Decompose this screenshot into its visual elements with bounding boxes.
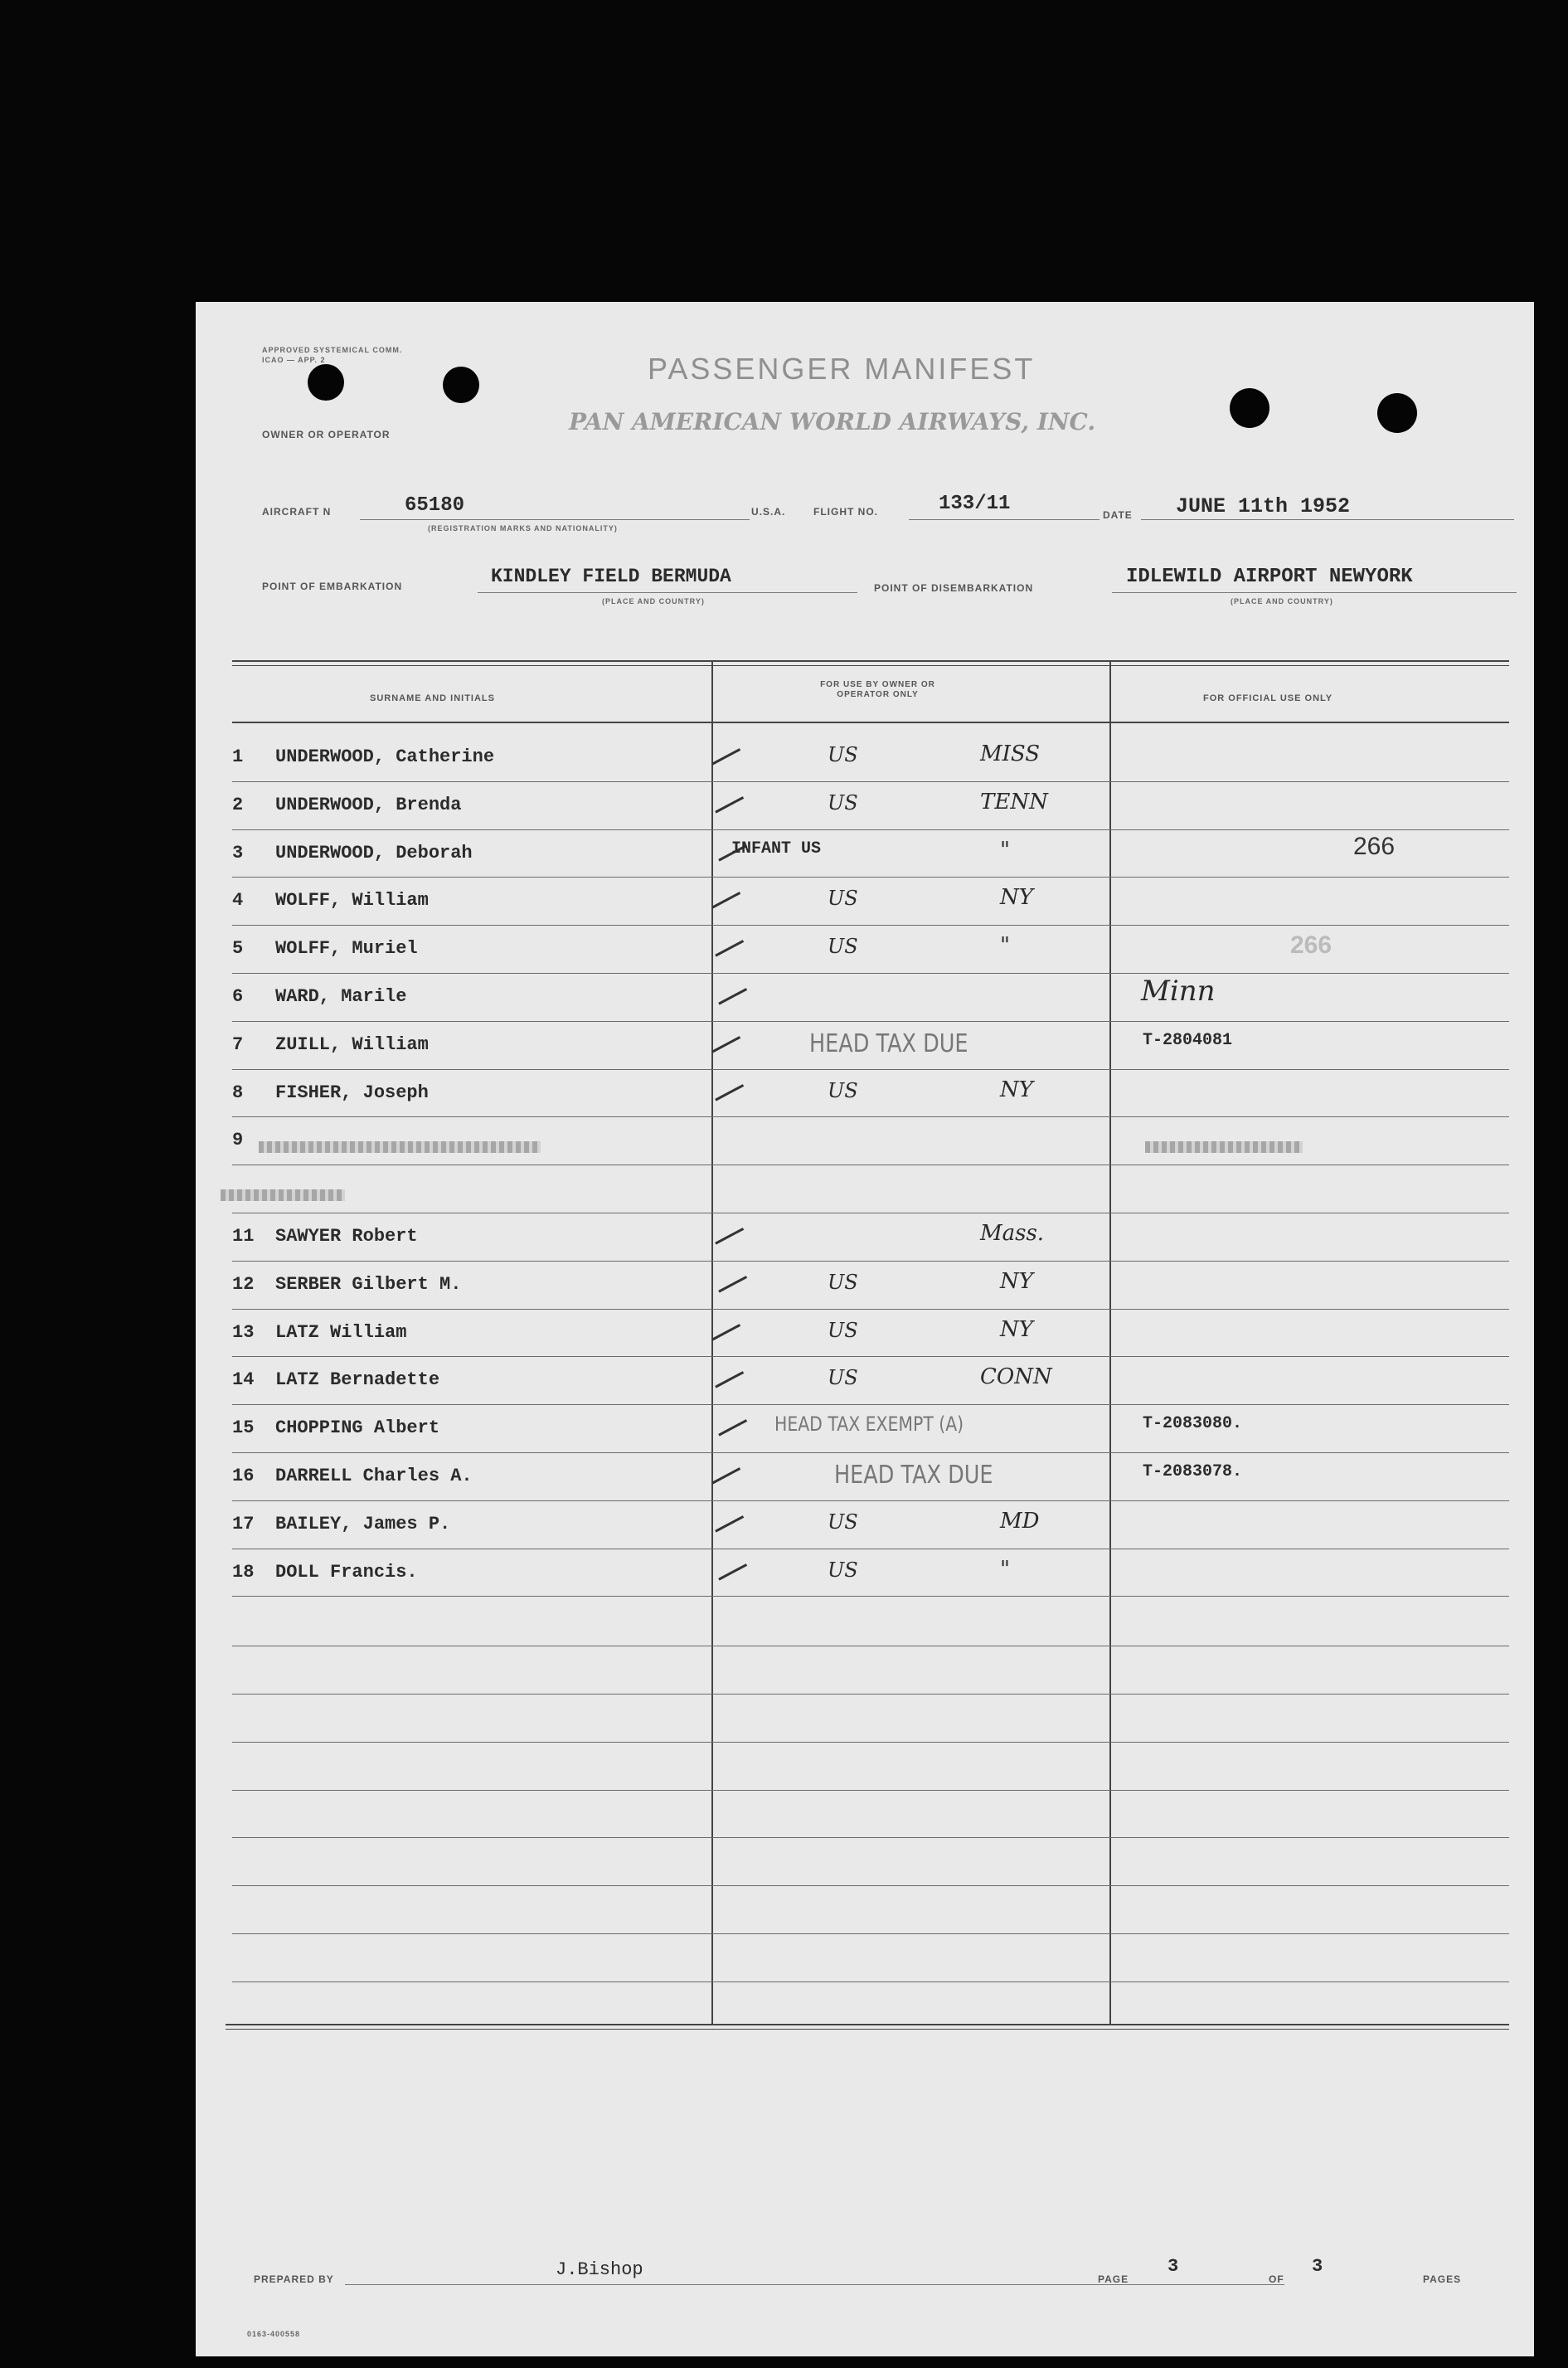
column-header-surname: SURNAME AND INITIALS [370, 693, 495, 703]
manifest-sheet [196, 302, 1534, 2356]
nationality: INFANT US [731, 839, 822, 858]
aircraft-value: 65180 [405, 494, 465, 517]
passenger-name: UNDERWOOD, Deborah [275, 842, 473, 863]
checkmark-icon [707, 1357, 744, 1388]
checkmark-icon [704, 1309, 740, 1340]
passenger-number: 17 [232, 1513, 255, 1534]
passenger-name: WARD, Marile [275, 986, 407, 1007]
checkmark-icon [707, 926, 744, 957]
state: " [1000, 1556, 1010, 1582]
date-label: DATE [1103, 509, 1133, 521]
passenger-name: SERBER Gilbert M. [275, 1273, 462, 1295]
empty-row-line [232, 1837, 1509, 1838]
empty-row-line [232, 1885, 1509, 1886]
passenger-number: 12 [232, 1273, 255, 1295]
aircraft-label: AIRCRAFT N [262, 506, 332, 518]
page-value: 3 [1168, 2256, 1179, 2277]
passenger-name: SAWYER Robert [275, 1226, 418, 1247]
state: MD [1000, 1508, 1040, 1534]
passenger-number: 15 [232, 1417, 255, 1439]
page-label: PAGE [1098, 2273, 1129, 2285]
of-value: 3 [1312, 2256, 1323, 2277]
passenger-number: 3 [232, 842, 244, 863]
nationality: US [828, 790, 858, 814]
passenger-row [196, 926, 1534, 975]
passenger-number: 18 [232, 1561, 255, 1583]
head-tax-stamp: HEAD TAX EXEMPT (A) [774, 1413, 964, 1437]
passenger-number: 13 [232, 1321, 255, 1343]
state: " [1000, 933, 1010, 959]
nationality: US [828, 743, 858, 766]
passenger-name: LATZ William [275, 1321, 407, 1343]
passenger-row [196, 878, 1534, 926]
passenger-name: DARRELL Charles A. [275, 1466, 473, 1486]
state: CONN [980, 1364, 1052, 1390]
passenger-name: WOLFF, William [275, 890, 429, 912]
nationality: US [828, 1318, 858, 1342]
passenger-name: ZUILL, William [275, 1033, 429, 1055]
passenger-row [196, 1166, 1534, 1214]
nationality: US [828, 1078, 858, 1102]
nationality: US [828, 1510, 858, 1534]
state: NY [1000, 885, 1033, 911]
head-tax-stamp: HEAD TAX DUE [834, 1461, 993, 1490]
official-entry: Minn [1141, 975, 1216, 1008]
checkmark-icon [711, 973, 747, 1004]
passenger-name: BAILEY, James P. [275, 1513, 451, 1534]
flight-label: FLIGHT NO. [813, 506, 878, 518]
state: NY [1000, 1316, 1033, 1342]
checkmark-icon [704, 1452, 740, 1484]
prepared-value: J.Bishop [556, 2259, 643, 2280]
disembark-label: POINT OF DISEMBARKATION [874, 582, 1034, 594]
passenger-row [196, 735, 1534, 783]
official-entry: 266 [1353, 832, 1396, 860]
owner-label: OWNER OR OPERATOR [262, 429, 391, 440]
prepared-label: PREPARED BY [254, 2273, 334, 2285]
nationality: US [828, 935, 858, 959]
passenger-row [196, 1262, 1534, 1310]
pages-label: PAGES [1423, 2273, 1462, 2285]
empty-row-line [232, 1933, 1509, 1934]
passenger-row [196, 1502, 1534, 1550]
nationality: US [828, 1366, 858, 1390]
approval-stamp: APPROVED SYSTEMICAL COMM. ICAO — APP. 2 [262, 346, 403, 364]
passenger-name: UNDERWOOD, Brenda [275, 794, 462, 815]
redacted-official [1145, 1141, 1303, 1153]
disembark-caption: (PLACE AND COUNTRY) [1231, 597, 1333, 605]
punch-hole [308, 364, 344, 401]
nationality: US [828, 887, 858, 911]
passenger-number: 5 [232, 938, 244, 960]
checkmark-icon [711, 1405, 747, 1437]
passenger-number: 1 [232, 746, 244, 767]
passenger-number: 14 [232, 1369, 255, 1391]
passenger-name: UNDERWOOD, Catherine [275, 746, 495, 767]
passenger-row [196, 1406, 1534, 1454]
passenger-row [196, 783, 1534, 831]
state: NY [1000, 1268, 1033, 1294]
empty-row-line [232, 1981, 1509, 1982]
checkmark-icon [707, 1069, 744, 1101]
passenger-name: DOLL Francis. [275, 1561, 418, 1583]
official-entry: T-2083078. [1143, 1462, 1243, 1481]
official-entry: 266 [1290, 931, 1333, 960]
official-entry: T-2083080. [1143, 1414, 1243, 1434]
embark-caption: (PLACE AND COUNTRY) [602, 597, 705, 605]
checkmark-icon [704, 878, 740, 909]
empty-row-line [232, 1694, 1509, 1695]
page-title: PASSENGER MANIFEST [648, 352, 1036, 386]
passenger-number: 6 [232, 986, 244, 1007]
disembark-value: IDLEWILD AIRPORT NEWYORK [1126, 566, 1413, 588]
registration-caption: (REGISTRATION MARKS AND NATIONALITY) [428, 524, 618, 532]
checkmark-icon [707, 1500, 744, 1532]
passenger-row [196, 831, 1534, 879]
punch-hole [443, 367, 479, 403]
of-label: OF [1269, 2273, 1284, 2285]
head-tax-stamp: HEAD TAX DUE [809, 1028, 968, 1058]
passenger-name: FISHER, Joseph [275, 1082, 429, 1103]
state: Mass. [980, 1221, 1045, 1246]
passenger-row [196, 1023, 1534, 1071]
nationality: US [828, 1270, 858, 1294]
state: NY [1000, 1077, 1033, 1102]
official-entry: T-2804081 [1143, 1030, 1233, 1050]
passenger-number: 9 [232, 1130, 244, 1151]
date-value: JUNE 11th 1952 [1176, 494, 1351, 518]
state: " [1000, 837, 1010, 863]
passenger-row [196, 1358, 1534, 1406]
passenger-number: 4 [232, 890, 244, 912]
passenger-name: WOLFF, Muriel [275, 938, 418, 960]
checkmark-icon [707, 781, 744, 813]
passenger-row [196, 975, 1534, 1023]
empty-row-line [232, 1790, 1509, 1791]
usa-label: U.S.A. [751, 506, 786, 518]
passenger-number: 8 [232, 1082, 244, 1103]
checkmark-icon [707, 1213, 744, 1244]
passenger-row [196, 1118, 1534, 1166]
redacted-entry [221, 1189, 345, 1201]
flight-value: 133/11 [939, 493, 1011, 515]
checkmark-icon [711, 1549, 747, 1580]
passenger-number: 11 [232, 1226, 255, 1247]
column-header-owner-use: FOR USE BY OWNER OR OPERATOR ONLY [820, 680, 935, 699]
column-header-official: FOR OFFICIAL USE ONLY [1203, 693, 1333, 703]
passenger-row [196, 1550, 1534, 1598]
passenger-row [196, 1071, 1534, 1119]
embark-label: POINT OF EMBARKATION [262, 581, 403, 592]
embark-value: KINDLEY FIELD BERMUDA [491, 566, 731, 587]
passenger-row [196, 1310, 1534, 1359]
passenger-name: CHOPPING Albert [275, 1417, 440, 1439]
passenger-row [196, 1214, 1534, 1262]
empty-row-line [232, 1742, 1509, 1743]
passenger-row [196, 1454, 1534, 1502]
nationality: US [828, 1558, 858, 1582]
state: TENN [980, 789, 1048, 814]
passenger-number: 16 [232, 1466, 255, 1486]
redacted-entry [259, 1141, 541, 1153]
passenger-name: LATZ Bernadette [275, 1369, 440, 1391]
operator-name: PAN AMERICAN WORLD AIRWAYS, INC. [569, 408, 1096, 435]
checkmark-icon [704, 1021, 740, 1053]
passenger-number: 7 [232, 1033, 244, 1055]
punch-hole [1377, 393, 1417, 433]
checkmark-icon [704, 733, 740, 765]
punch-hole [1230, 388, 1269, 428]
state: MISS [980, 742, 1041, 766]
form-number: 0163-400558 [247, 2330, 301, 2338]
checkmark-icon [711, 1261, 747, 1292]
passenger-number: 2 [232, 794, 244, 815]
